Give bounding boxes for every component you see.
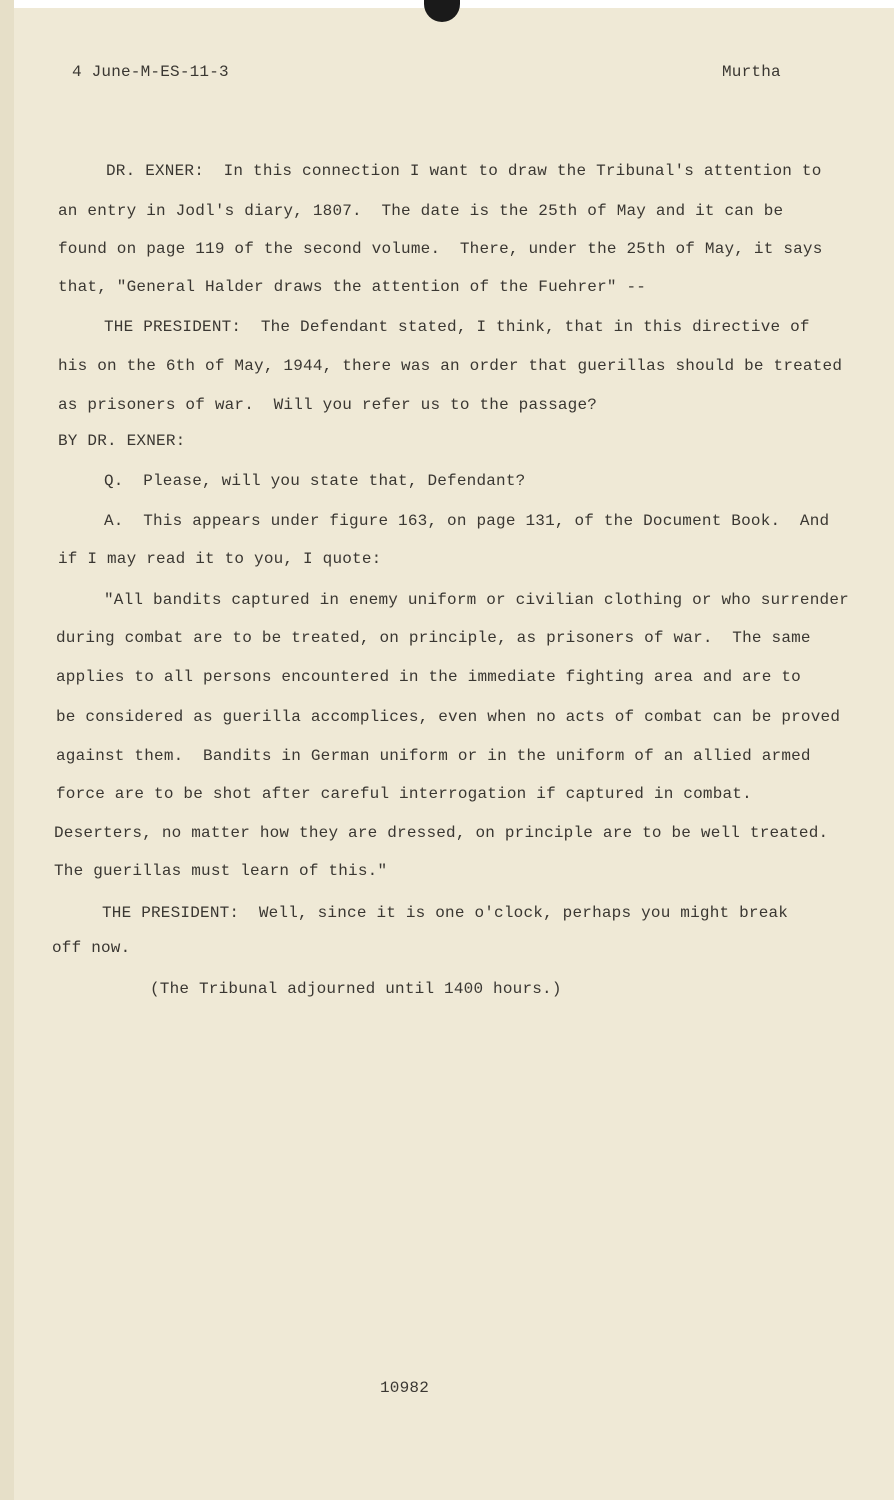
text-line: an entry in Jodl's diary, 1807. The date is the 25th of May and it can be [58,202,784,220]
text-line: off now. [52,939,131,957]
question-line: Q. Please, will you state that, Defendant? [104,472,526,490]
text-line: his on the 6th of May, 1944, there was an order that guerillas should be treated [58,357,843,375]
header-reporter: Murtha [722,63,781,81]
quote-line: Deserters, no matter how they are dressed, on principle are to be well treated. [54,824,829,842]
header-date-code: 4 June-M-ES-11-3 [72,63,229,81]
punch-hole [424,0,460,22]
quote-line: be considered as guerilla accomplices, even when no acts of combat can be proved [56,708,841,726]
quote-line: against them. Bandits in German uniform or in the uniform of an allied armed [56,747,811,765]
quote-line: force are to be shot after careful interrogation if captured in combat. [56,785,752,803]
text-line: THE PRESIDENT: The Defendant stated, I think, that in this directive of [104,318,810,336]
quote-line: "All bandits captured in enemy uniform or civilian clothing or who surrender [104,591,849,609]
text-line: DR. EXNER: In this connection I want to draw the Tribunal's attention to [106,162,822,180]
text-line: THE PRESIDENT: Well, since it is one o'clock, perhaps you might break [102,904,789,922]
adjournment-note: (The Tribunal adjourned until 1400 hours.) [150,980,562,998]
page-left-edge [0,0,14,1500]
quote-line: during combat are to be treated, on principle, as prisoners of war. The same [56,629,811,647]
quote-line: The guerillas must learn of this." [54,862,388,880]
text-line: that, "General Halder draws the attention of the Fuehrer" -- [58,278,647,296]
answer-line: A. This appears under figure 163, on page 131, of the Document Book. And [104,512,830,530]
page-number: 10982 [380,1379,430,1397]
quote-line: applies to all persons encountered in the immediate fighting area and are to [56,668,801,686]
text-line: as prisoners of war. Will you refer us to the passage? [58,396,598,414]
text-line: found on page 119 of the second volume. There, under the 25th of May, it says [58,240,823,258]
section-heading: BY DR. EXNER: [58,432,186,450]
text-line: if I may read it to you, I quote: [58,550,382,568]
